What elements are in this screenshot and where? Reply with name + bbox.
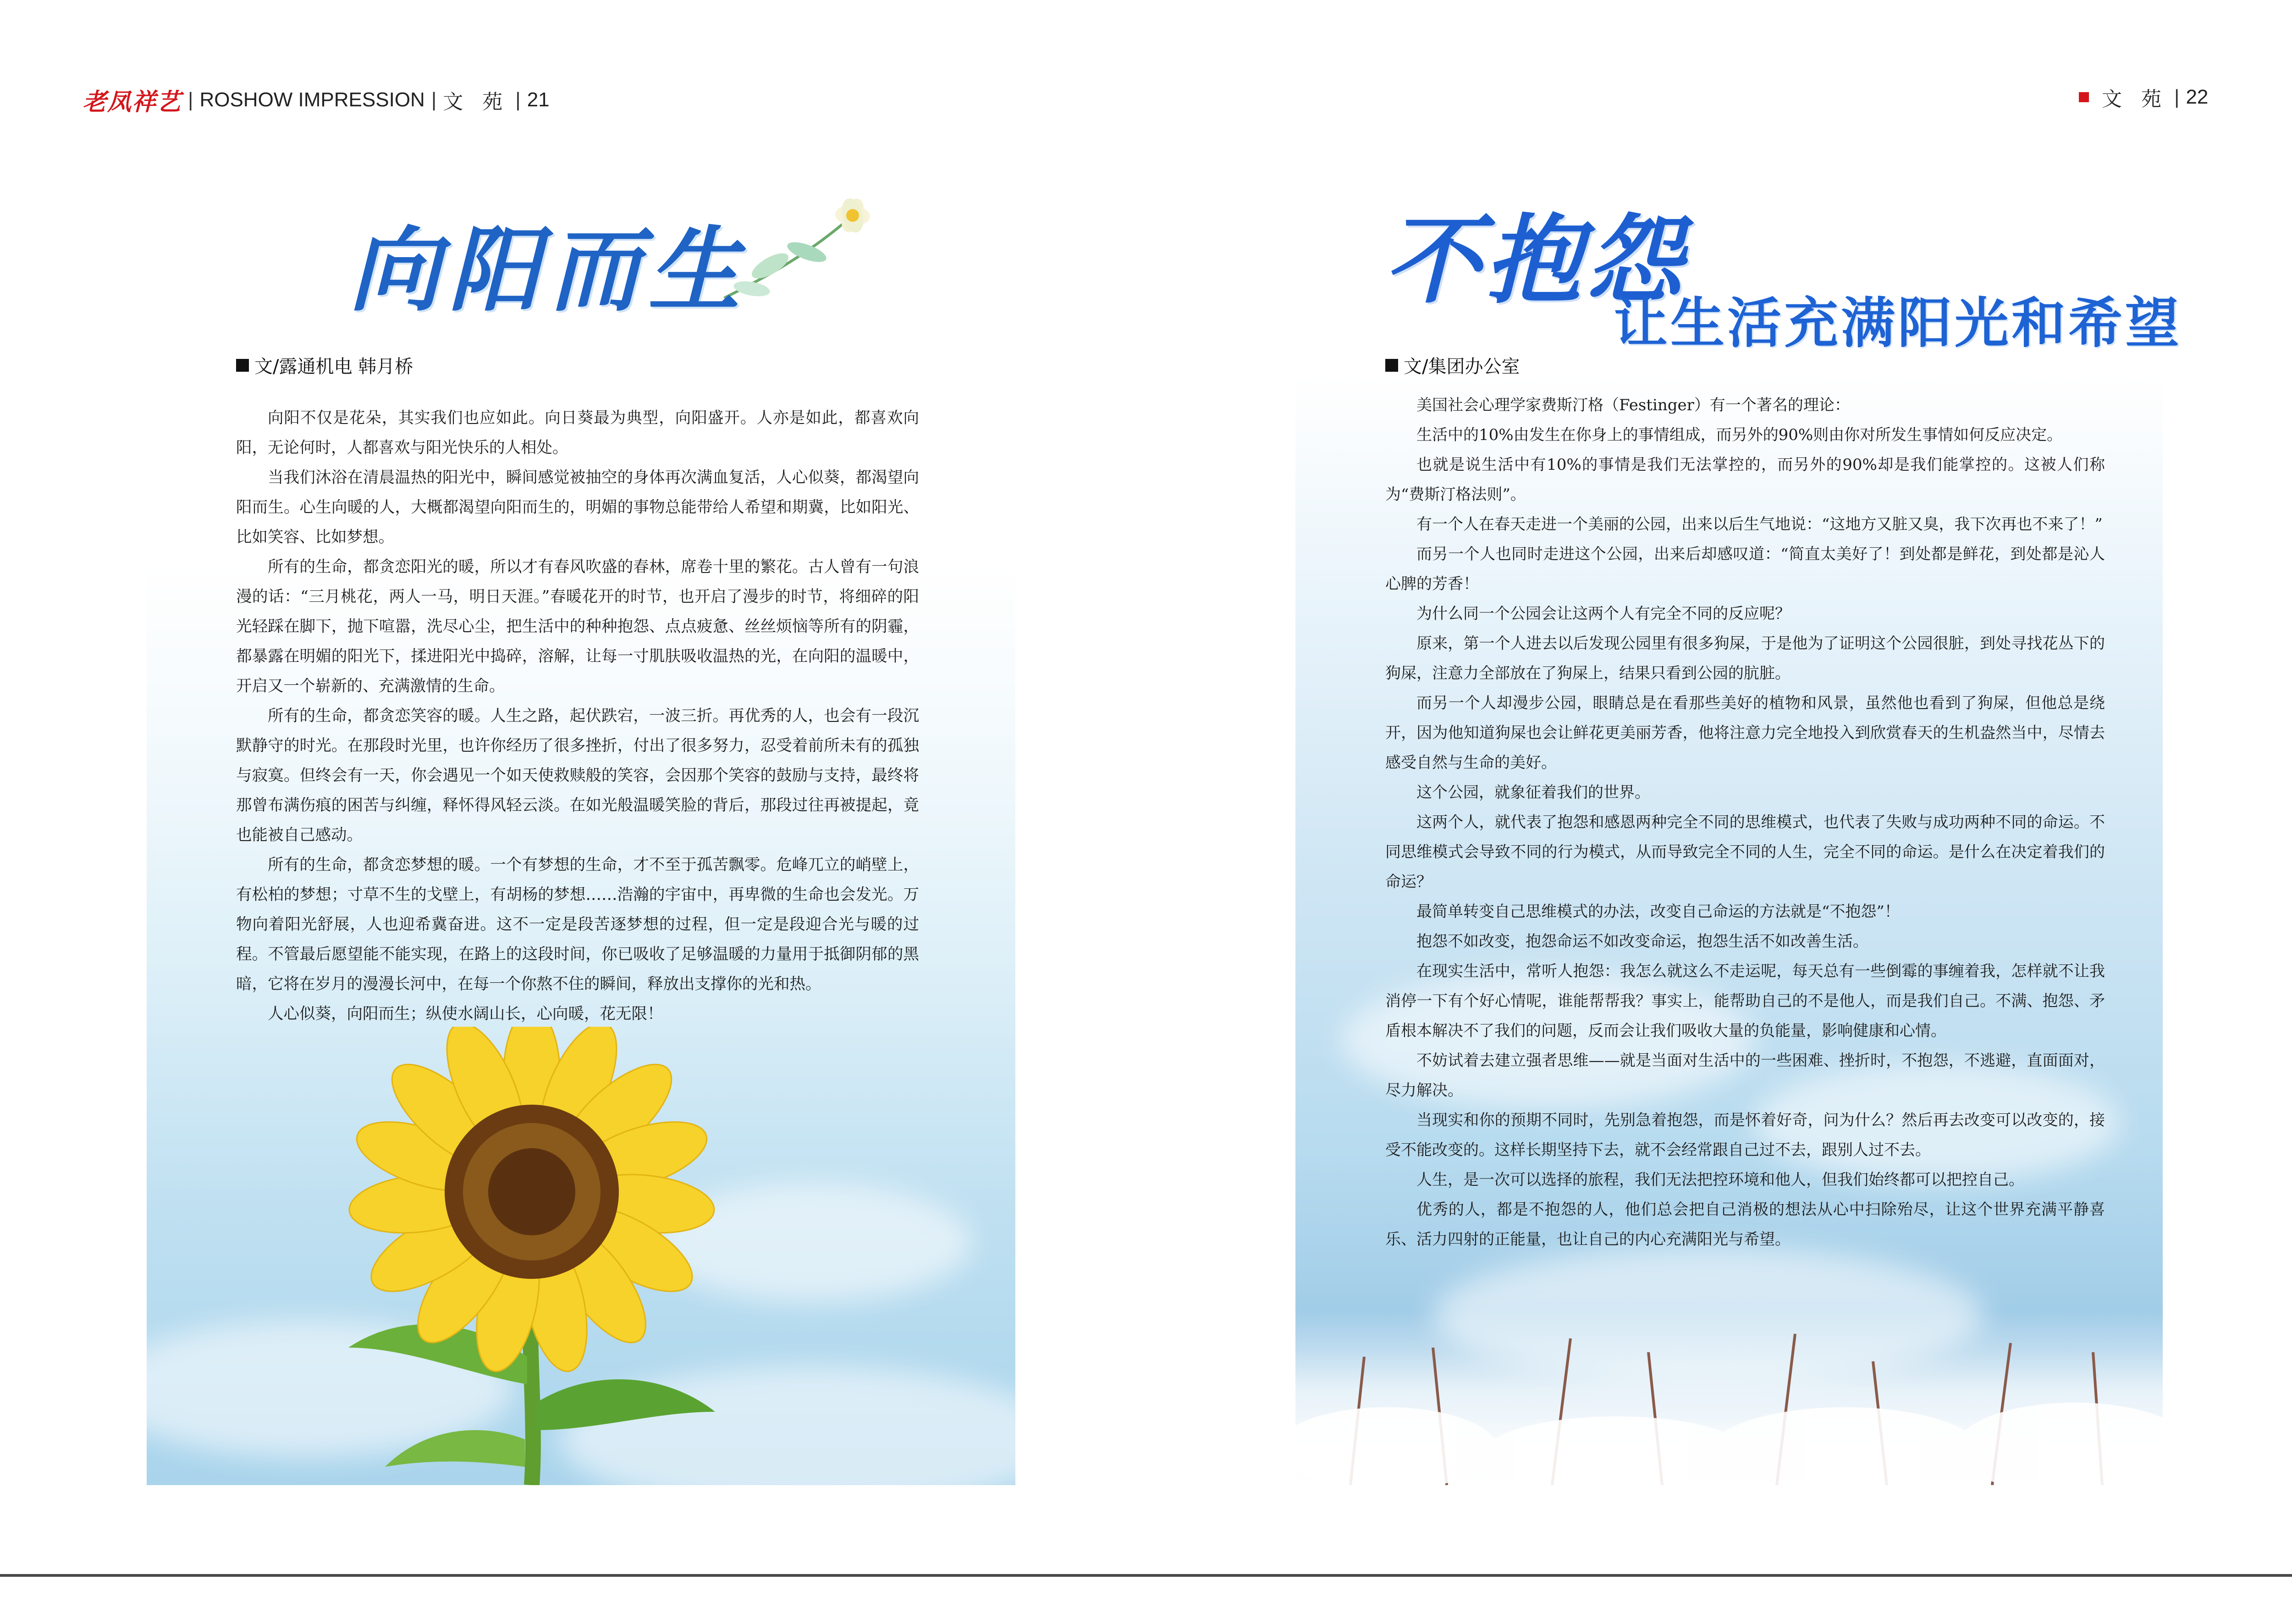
paragraph: 人生，是一次可以选择的旅程，我们无法把控环境和他人，但我们始终都可以把控自己。 — [1416, 1171, 2024, 1189]
section-name: 文 苑 — [443, 90, 509, 114]
paragraph: 这个公园，就象征着我们的世界。 — [1416, 783, 1650, 802]
brand-logo: 老凤祥艺 — [83, 88, 182, 116]
right-article-body — [1385, 391, 2105, 1255]
black-square-icon — [1385, 359, 1398, 372]
right-article-title: 不抱怨 — [1384, 204, 1687, 317]
byline-text: 文/露通机电 韩月桥 — [254, 356, 413, 377]
page-number: 21 — [527, 88, 550, 111]
page-number: 22 — [2186, 86, 2209, 108]
paragraph: 原来，第一个人进去以后发现公园里有很多狗屎，于是他为了证明这个公园很脏，到处寻找花丛下的狗屎，注意力全部放在了狗屎上，结果只看到公园的肮脏。 — [1385, 634, 2105, 683]
brand-name-english: ROSHOW IMPRESSION — [199, 88, 425, 111]
paragraph: 所有的生命，都贪恋梦想的暖。一个有梦想的生命，才不至于孤苦飘零。危峰兀立的峭壁上，有松柏的梦想；寸草不生的戈壁上，有胡杨的梦想……浩瀚的宇宙中，再卑微的生命也会发光。万物向着阳光舒展，人也迎希冀奋进。这不一定是段苦逐梦想的过程，但一定是段迎合光与暖的过程。不管最后愿望能不能实现，在路上的这段时间，你已吸收了足够温暖的力量用于抵御阴郁的黑暗，它将在岁月的漫漫长河中，在每一个你熬不住的瞬间，释放出支撑你的光和热。 — [236, 856, 919, 993]
left-article-title: 向阳而生 — [348, 217, 749, 324]
black-square-icon — [236, 359, 249, 372]
right-article-byline — [1385, 352, 1520, 378]
paragraph: 生活中的10%由发生在你身上的事情组成，而另外的90%则由你对所发生事情如何反应决定。 — [1416, 426, 2063, 444]
paragraph: 不妨试着去建立强者思维——就是当面对生活中的一些困难、挫折时，不抱怨，不逃避，直面面对，尽力解决。 — [1385, 1051, 2105, 1100]
paragraph: 优秀的人，都是不抱怨的人，他们总会把自己消极的想法从心中扫除殆尽，让这个世界充满平静喜乐、活力四射的正能量，也让自己的内心充满阳光与希望。 — [1385, 1200, 2105, 1249]
paragraph: 所有的生命，都贪恋阳光的暖，所以才有春风吹盛的春林，席卷十里的繁花。古人曾有一句浪漫的话：“三月桃花，两人一马，明日天涯。”春暖花开的时节，也开启了漫步的时节，将细碎的阳光轻踩在脚下，抛下喧嚣，洗尽心尘，把生活中的种种抱怨、点点疲惫、丝丝烦恼等所有的阴霾，都暴露在明媚的阳光下，揉进阳光中捣碎，溶解，让每一寸肌肤吸收温热的光，在向阳的温暖中，开启又一个崭新的、充满激情的生命。 — [236, 558, 919, 695]
paragraph: 而另一个人也同时走进这个公园，出来后却感叹道：“简直太美好了！到处都是鲜花，到处都是沁人心脾的芳香！ — [1385, 545, 2105, 593]
left-article-byline — [236, 352, 413, 378]
paragraph: 最简单转变自己思维模式的办法，改变自己命运的方法就是“不抱怨”！ — [1416, 903, 1900, 921]
header-separator: | — [515, 88, 521, 111]
paragraph: 所有的生命，都贪恋笑容的暖。人生之路，起伏跌宕，一波三折。再优秀的人，也会有一段沉默静守的时光。在那段时光里，也许你经历了很多挫折，付出了很多努力，忍受着前所未有的孤独与寂寞。但终会有一天，你会遇见一个如天使救赎般的笑容，会因那个笑容的鼓励与支持，最终将那曾布满伤痕的困苦与纠缠，释怀得风轻云淡。在如光般温暖笑脸的背后，那段过往再被提起，竟也能被自己感动。 — [236, 707, 919, 844]
left-page-header — [83, 83, 550, 117]
paragraph: 当我们沐浴在清晨温热的阳光中，瞬间感觉被抽空的身体再次满血复活，人心似葵，都渴望向阳而生。心生向暖的人，大概都渴望向阳而生的，明媚的事物总能带给人希望和期冀，比如阳光、比如笑容、比如梦想。 — [236, 468, 919, 546]
left-article-body — [236, 403, 919, 1029]
paragraph: 这两个人，就代表了抱怨和感恩两种完全不同的思维模式，也代表了失败与成功两种不同的命运。不同思维模式会导致不同的行为模式，从而导致完全不同的人生，完全不同的命运。是什么在决定着我们的命运？ — [1385, 813, 2105, 891]
paragraph: 向阳不仅是花朵，其实我们也应如此。向日葵最为典型，向阳盛开。人亦是如此，都喜欢向阳，无论何时，人都喜欢与阳光快乐的人相处。 — [236, 409, 919, 457]
header-separator: | — [188, 88, 193, 111]
paragraph: 在现实生活中，常听人抱怨：我怎么就这么不走运呢，每天总有一些倒霉的事缠着我，怎样就不让我消停一下有个好心情呢，谁能帮帮我？事实上，能帮助自己的不是他人，而是我们自己。不满、抱怨、矛盾根本解决不了我们的问题，反而会让我们吸收大量的负能量，影响健康和心情。 — [1385, 962, 2105, 1040]
byline-text: 文/集团办公室 — [1404, 356, 1520, 377]
right-article-subtitle: 让生活充满阳光和希望 — [1614, 292, 2182, 355]
paragraph: 为什么同一个公园会让这两个人有完全不同的反应呢？ — [1416, 605, 1791, 623]
paragraph: 而另一个人却漫步公园，眼睛总是在看那些美好的植物和风景，虽然他也看到了狗屎，但他总是绕开，因为他知道狗屎也会让鲜花更美丽芳香，他将注意力完全地投入到欣赏春天的生机盎然当中，尽情去感受自然与生命的美好。 — [1385, 694, 2105, 772]
header-separator: | — [2174, 86, 2180, 108]
paragraph: 抱怨不如改变，抱怨命运不如改变命运，抱怨生活不如改善生活。 — [1416, 932, 1868, 951]
paragraph: 有一个人在春天走进一个美丽的公园，出来以后生气地说：“这地方又脏又臭，我下次再也不来了！” — [1416, 515, 2103, 534]
section-name: 文 苑 — [2102, 88, 2168, 111]
paragraph: 人心似葵，向阳而生；纵使水阔山长，心向暖，花无限！ — [268, 1005, 663, 1023]
paragraph: 美国社会心理学家费斯汀格（Festinger）有一个著名的理论： — [1416, 396, 1850, 414]
right-page-header — [2079, 83, 2208, 112]
paragraph: 也就是说生活中有10%的事情是我们无法掌控的，而另外的90%却是我们能掌控的。这被人们称为“费斯汀格法则”。 — [1385, 456, 2105, 504]
red-square-icon — [2079, 92, 2089, 102]
header-separator: | — [431, 88, 437, 111]
paragraph: 当现实和你的预期不同时，先别急着抱怨，而是怀着好奇，问为什么？然后再去改变可以改变的，接受不能改变的。这样长期坚持下去，就不会经常跟自己过不去，跟别人过不去。 — [1385, 1111, 2105, 1159]
frosted-reeds-icon — [1295, 1274, 2163, 1485]
sunflower-icon — [257, 1027, 807, 1485]
